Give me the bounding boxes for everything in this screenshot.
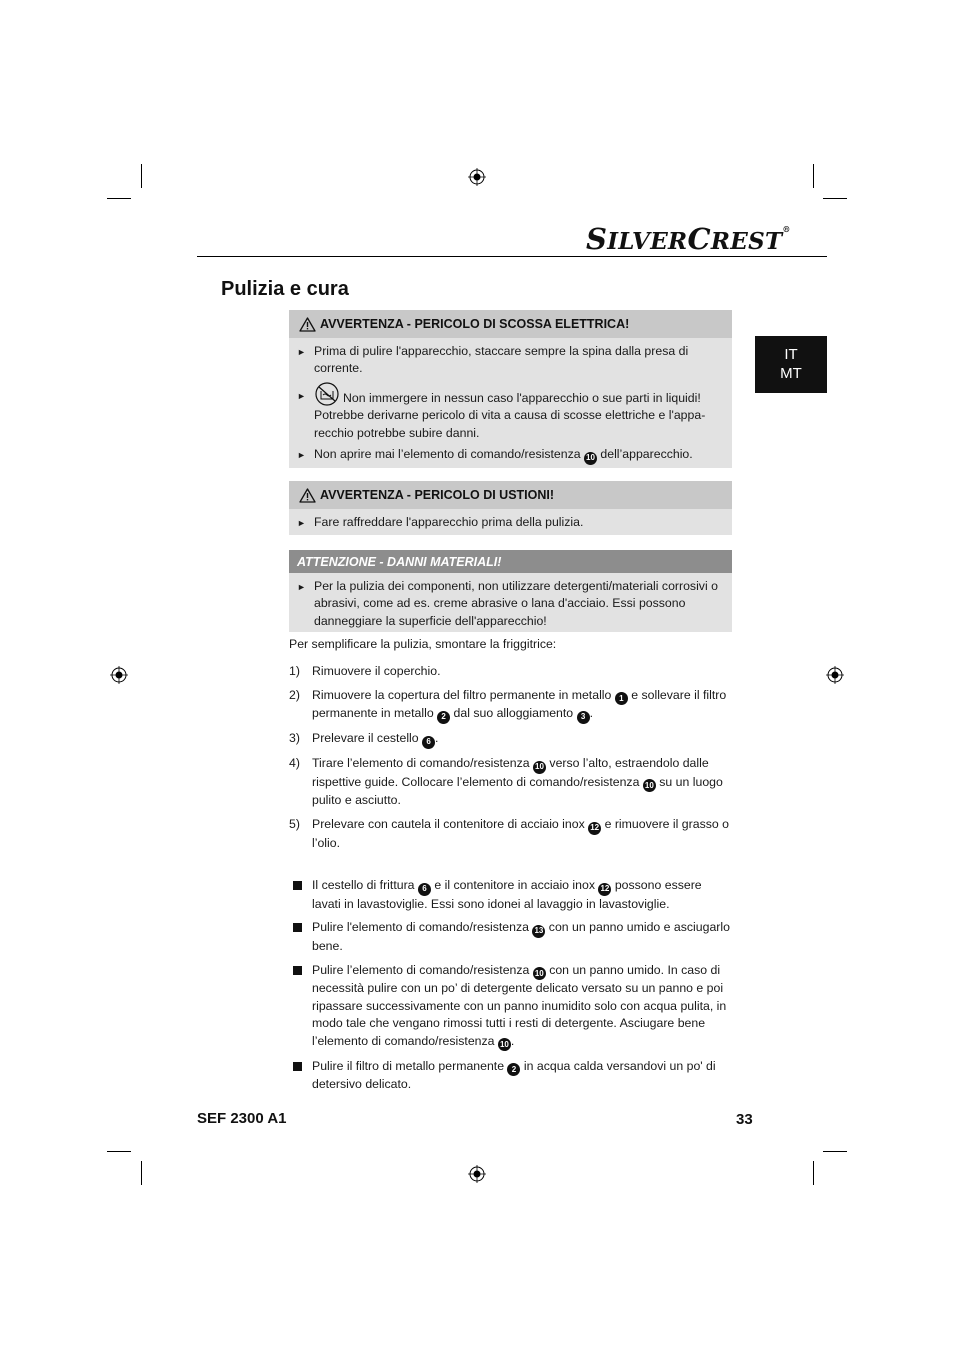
text-run: Pulire l’elemento di comando/resistenza <box>312 962 533 977</box>
registration-mark-icon <box>110 666 128 684</box>
care-text <box>312 962 732 1051</box>
step-text <box>312 755 732 809</box>
step-item <box>289 816 732 852</box>
brand-logo: SILVERCREST® <box>586 222 791 256</box>
square-bullet-icon <box>289 919 312 955</box>
list-item: ► Non aprire mai l’elemento di comando/resistenza 10 dell’apparecchio. <box>297 446 722 465</box>
care-item <box>289 1058 732 1094</box>
care-text <box>312 919 732 955</box>
care-item <box>289 919 732 955</box>
part-ref-number: 13 <box>532 925 545 938</box>
step-text <box>312 663 732 680</box>
part-ref-number: 12 <box>598 883 611 896</box>
care-item <box>289 877 732 913</box>
arrow-bullet-icon: ► <box>297 450 306 461</box>
step-item <box>289 687 732 724</box>
text-run: con un panno umido. In caso di necessità pulire con un po’ di detergente delicato versato su un panno e poi ripassare successivamente con un panno inumidito solo con acqua pulita, in modo tale che vengano rimossi tutti i resti di detergente. Asciugare bene l’elemento di comando/resistenza <box>312 962 727 1048</box>
arrow-bullet-icon: ► <box>297 582 306 592</box>
text-run: Rimuovere il coperchio. <box>312 664 441 678</box>
square-bullet-icon <box>289 877 312 913</box>
part-ref-number: 3 <box>577 711 590 724</box>
text-run: verso l’alto, estraendolo dalle rispettive guide. Collocare l’elemento di comando/resistenza <box>312 756 709 789</box>
warning-electric-box <box>289 310 732 468</box>
part-ref-number: 1 <box>615 692 628 705</box>
part-ref-number: 10 <box>533 967 546 980</box>
crop-mark <box>141 1161 142 1185</box>
text-run: Pulire il filtro di metallo permanente <box>312 1058 508 1073</box>
step-text <box>312 816 732 852</box>
arrow-bullet-icon: ► <box>297 390 306 401</box>
footer-model: SEF 2300 A1 <box>197 1110 287 1127</box>
text-run: possono essere lavati in lavastoviglie. Essi sono idonei al lavaggio in lavastoviglie. <box>312 878 702 911</box>
warning-burn-box <box>289 481 732 535</box>
text-run: Rimuovere la copertura del filtro permanente in metallo <box>312 687 615 702</box>
text-run: su un luogo pulito e asciutto. <box>312 774 723 808</box>
part-ref-number: 2 <box>437 711 450 724</box>
part-ref-number: 6 <box>422 736 435 749</box>
warning-burn-title: AVVERTENZA - PERICOLO DI USTIONI! <box>320 488 555 502</box>
step-number: 1) <box>289 664 300 678</box>
square-bullet-icon <box>289 962 312 1051</box>
text-run: . <box>435 731 439 746</box>
text-run: Tirare l’elemento di comando/resistenza <box>312 756 533 771</box>
part-ref-number: 10 <box>498 1038 511 1051</box>
care-list <box>289 877 732 1100</box>
step-item <box>289 755 732 809</box>
crop-mark <box>823 1151 847 1152</box>
text-run: e il contenitore in acciaio inox <box>430 878 599 892</box>
text-run: con un panno umido e asciugarlo bene. <box>312 920 730 953</box>
crop-mark <box>813 164 814 188</box>
warning-triangle-icon <box>299 317 316 332</box>
arrow-bullet-icon: ► <box>297 347 306 357</box>
list-item: ► Fare raffreddare l'apparecchio prima della pulizia. <box>297 514 722 532</box>
list-item: ► Per la pulizia dei componenti, non utilizzare detergenti/materiali corrosivi o abrasivi, come ad es. creme abrasive o lana d'acciaio. Essi possono danneggiare la superficie dell'apparecchio! <box>297 578 722 630</box>
no-immerse-icon <box>314 382 340 406</box>
part-ref-number: 10 <box>533 761 546 774</box>
step-item <box>289 730 732 749</box>
text-run: Pulire l'elemento di comando/resistenza <box>312 920 533 935</box>
caution-material-box <box>289 550 732 632</box>
square-bullet-icon <box>289 1058 312 1094</box>
step-item <box>289 663 732 680</box>
warning-electric-heading <box>289 310 732 338</box>
step-text <box>312 687 732 724</box>
text-run: e sollevare il filtro permanente in metallo <box>312 687 727 721</box>
text-run: . <box>510 1033 515 1048</box>
language-tab-line: IT <box>784 346 798 363</box>
crop-mark <box>141 164 142 188</box>
list-item-text: Non immergere in nessun caso l'apparecchio o sue parti in liquidi! Potrebbe derivarne pericolo di vita a causa di scosse elettriche e l'apparecchio potrebbe subire danni. <box>314 390 706 440</box>
care-text <box>312 1058 732 1094</box>
header-rule <box>197 256 827 257</box>
warning-burn-heading <box>289 481 732 509</box>
list-item: ► Prima di pulire l'apparecchio, staccare sempre la spina dalla presa di corrente. <box>297 343 722 378</box>
text-run: in acqua calda versandovi un po' di detersivo delicato. <box>312 1058 716 1092</box>
crop-mark <box>107 1151 131 1152</box>
part-ref-number: 6 <box>418 883 431 896</box>
text-run: Il cestello di frittura <box>312 878 418 892</box>
care-item <box>289 962 732 1051</box>
step-number: 5) <box>289 817 300 832</box>
text-run: . <box>589 706 593 721</box>
steps-list <box>289 663 732 859</box>
part-ref-number: 12 <box>588 822 601 835</box>
registration-mark-icon <box>468 1165 486 1183</box>
crop-mark <box>823 198 847 199</box>
part-ref-number: 10 <box>643 779 656 792</box>
text-run: e rimuovere il grasso o l’olio. <box>312 817 729 850</box>
text-run: dal suo alloggiamento <box>450 706 577 721</box>
step-number: 2) <box>289 687 300 702</box>
step-number: 3) <box>289 731 300 746</box>
registration-mark-icon <box>826 666 844 684</box>
arrow-bullet-icon: ► <box>297 518 306 528</box>
registration-mark-icon <box>468 168 486 186</box>
list-item <box>297 382 722 442</box>
crop-mark <box>107 198 131 199</box>
care-text <box>312 877 732 913</box>
page-number: 33 <box>736 1111 753 1128</box>
part-ref-number: 10 <box>584 452 597 465</box>
page-title: Pulizia e cura <box>221 278 349 300</box>
intro-text: Per semplificare la pulizia, smontare la friggitrice: <box>289 637 557 651</box>
crop-mark <box>813 1161 814 1185</box>
part-ref-number: 2 <box>507 1063 520 1076</box>
caution-material-heading: ATTENZIONE - DANNI MATERIALI! <box>289 550 732 573</box>
warning-electric-title: AVVERTENZA - PERICOLO DI SCOSSA ELETTRICA! <box>320 317 630 331</box>
step-number: 4) <box>289 756 300 771</box>
step-text <box>312 730 732 749</box>
language-tab <box>755 336 827 393</box>
text-run: Prelevare il cestello <box>312 731 423 746</box>
text-run: Prelevare con cautela il contenitore di acciaio inox <box>312 817 589 832</box>
warning-triangle-icon <box>299 488 316 503</box>
language-tab-line: MT <box>780 365 802 382</box>
